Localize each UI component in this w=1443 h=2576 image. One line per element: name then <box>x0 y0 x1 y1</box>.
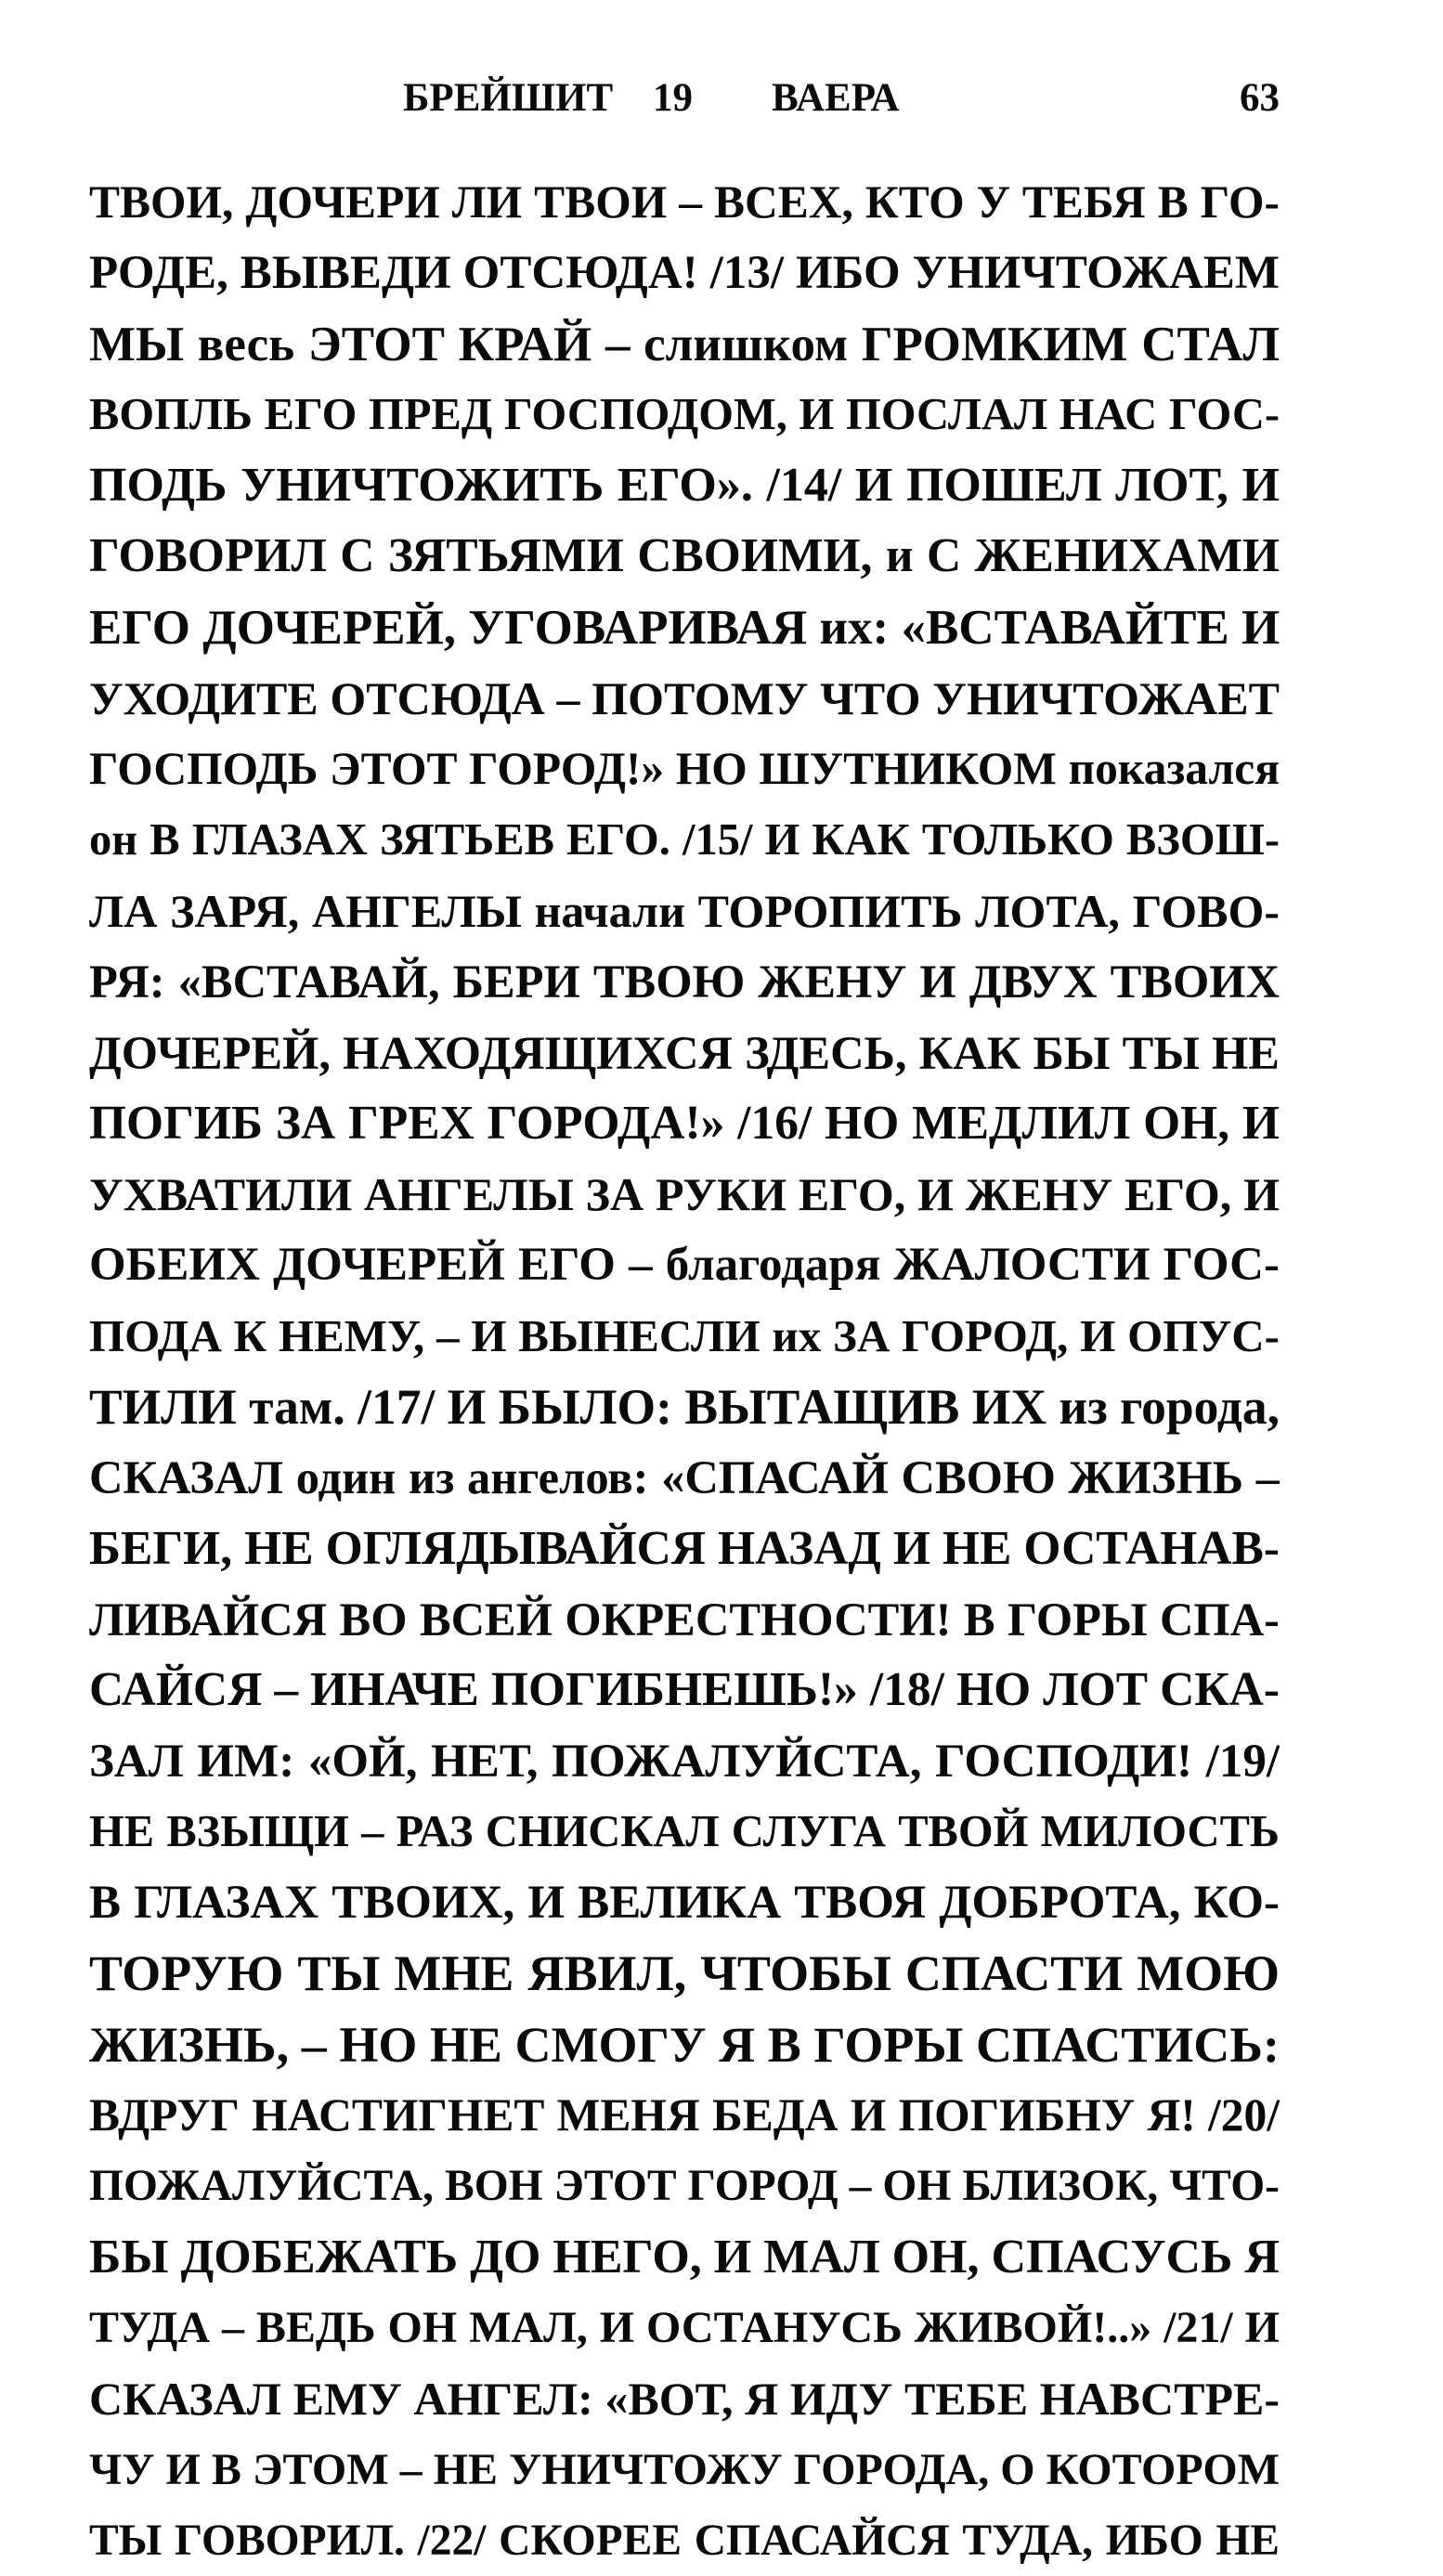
text-line: НЕ ВЗЫЩИ – РАЗ СНИСКАЛ СЛУГА ТВОЙ МИЛОСТЬ <box>89 1806 1280 1856</box>
text-line: БЫ ДОБЕЖАТЬ ДО НЕГО, И МАЛ ОН, СПАСУСЬ Я <box>89 2230 1280 2283</box>
text-line: ТУДА – ВЕДЬ ОН МАЛ, И ОСТАНУСЬ ЖИВОЙ!..» /21/ И <box>89 2302 1280 2352</box>
text-line: ПОДЬ УНИЧТОЖИТЬ ЕГО». /14/ И ПОШЕЛ ЛОТ, И <box>89 459 1280 513</box>
text-line: ВДРУГ НАСТИГНЕТ МЕНЯ БЕДА И ПОГИБНУ Я! /20/ <box>89 2089 1280 2141</box>
text-line: СКАЗАЛ ЕМУ АНГЕЛ: «ВОТ, Я ИДУ ТЕБЕ НАВСТРЕ- <box>89 2373 1280 2426</box>
text-line: ПОГИБ ЗА ГРЕХ ГОРОДА!» /16/ НО МЕДЛИЛ ОН, И <box>89 1096 1280 1150</box>
text-line: ТВОИ, ДОЧЕРИ ЛИ ТВОИ – ВСЕХ, КТО У ТЕБЯ В ГО- <box>89 176 1280 228</box>
text-line: УХВАТИЛИ АНГЕЛЫ ЗА РУКИ ЕГО, И ЖЕНУ ЕГО, И <box>89 1168 1280 1221</box>
text-line: ГОСПОДЬ ЭТОТ ГОРОД!» НО ШУТНИКОМ показался <box>89 743 1280 795</box>
text-line: ДОЧЕРЕЙ, НАХОДЯЩИХСЯ ЗДЕСЬ, КАК БЫ ТЫ НЕ <box>89 1026 1280 1079</box>
text-line: ЧУ И В ЭТОМ – НЕ УНИЧТОЖУ ГОРОДА, О КОТОРОМ <box>89 2444 1280 2494</box>
running-head-chapter-number: 19 <box>653 76 693 120</box>
text-line: УХОДИТЕ ОТСЮДА – ПОТОМУ ЧТО УНИЧТОЖАЕТ <box>89 672 1280 725</box>
text-line: ЛИВАЙСЯ ВО ВСЕЙ ОКРЕСТНОСТИ! В ГОРЫ СПА- <box>89 1593 1280 1646</box>
text-line: В ГЛАЗАХ ТВОИХ, И ВЕЛИКА ТВОЯ ДОБРОТА, КО- <box>89 1877 1280 1930</box>
page-number: 63 <box>1240 76 1280 120</box>
running-head-book-title: БРЕЙШИТ <box>403 76 614 120</box>
text-line: он В ГЛАЗАХ ЗЯТЬЕВ ЕГО. /15/ И КАК ТОЛЬКО ВЗОШ- <box>89 814 1280 865</box>
text-line: РОДЕ, ВЫВЕДИ ОТСЮДА! /13/ ИБО УНИЧТОЖАЕМ <box>89 247 1280 300</box>
text-line: ЖИЗНЬ, – НО НЕ СМОГУ Я В ГОРЫ СПАСТИСЬ: <box>89 2016 1280 2073</box>
text-line: БЕГИ, НЕ ОГЛЯДЫВАЙСЯ НАЗАД И НЕ ОСТАНАВ- <box>89 1521 1280 1575</box>
text-line: ОБЕИХ ДОЧЕРЕЙ ЕГО – благодаря ЖАЛОСТИ ГОС- <box>89 1239 1280 1292</box>
text-line: ВОПЛЬ ЕГО ПРЕД ГОСПОДОМ, И ПОСЛАЛ НАС ГОС- <box>89 389 1280 439</box>
text-line: ПОЖАЛУЙСТА, ВОН ЭТОТ ГОРОД – ОН БЛИЗОК, ЧТО- <box>89 2162 1280 2211</box>
text-line: ГОВОРИЛ С ЗЯТЬЯМИ СВОИМИ, и С ЖЕНИХАМИ <box>89 529 1280 583</box>
text-line: РЯ: «ВСТАВАЙ, БЕРИ ТВОЮ ЖЕНУ И ДВУХ ТВОИХ <box>89 956 1280 1008</box>
text-line: ТОРУЮ ТЫ МНЕ ЯВИЛ, ЧТОБЫ СПАСТИ МОЮ <box>89 1945 1280 2002</box>
text-line: САЙСЯ – ИНАЧЕ ПОГИБНЕШЬ!» /18/ НО ЛОТ СКА- <box>89 1663 1280 1717</box>
text-line: ТЫ ГОВОРИЛ. /22/ СКОРЕЕ СПАСАЙСЯ ТУДА, ИБО НЕ <box>89 2516 1280 2565</box>
text-line: МЫ весь ЭТОТ КРАЙ – слишком ГРОМКИМ СТАЛ <box>89 317 1280 371</box>
text-line: ЗАЛ ИМ: «ОЙ, НЕТ, ПОЖАЛУЙСТА, ГОСПОДИ! /19/ <box>89 1735 1280 1788</box>
text-line: ПОДА К НЕМУ, – И ВЫНЕСЛИ их ЗА ГОРОД, И ОПУС- <box>89 1309 1280 1361</box>
running-head <box>89 65 1280 132</box>
text-line: СКАЗАЛ один из ангелов: «СПАСАЙ СВОЮ ЖИЗНЬ – <box>89 1451 1280 1504</box>
text-line: ЕГО ДОЧЕРЕЙ, УГОВАРИВАЯ их: «ВСТАВАЙТЕ И <box>89 600 1280 655</box>
text-line: ЛА ЗАРЯ, АНГЕЛЫ начали ТОРОПИТЬ ЛОТА, ГОВО- <box>89 884 1280 937</box>
body-text <box>89 167 1280 2576</box>
text-line: ТИЛИ там. /17/ И БЫЛО: ВЫТАЩИВ ИХ из города, <box>89 1379 1280 1436</box>
running-head-portion-title: ВАЕРА <box>772 76 900 120</box>
